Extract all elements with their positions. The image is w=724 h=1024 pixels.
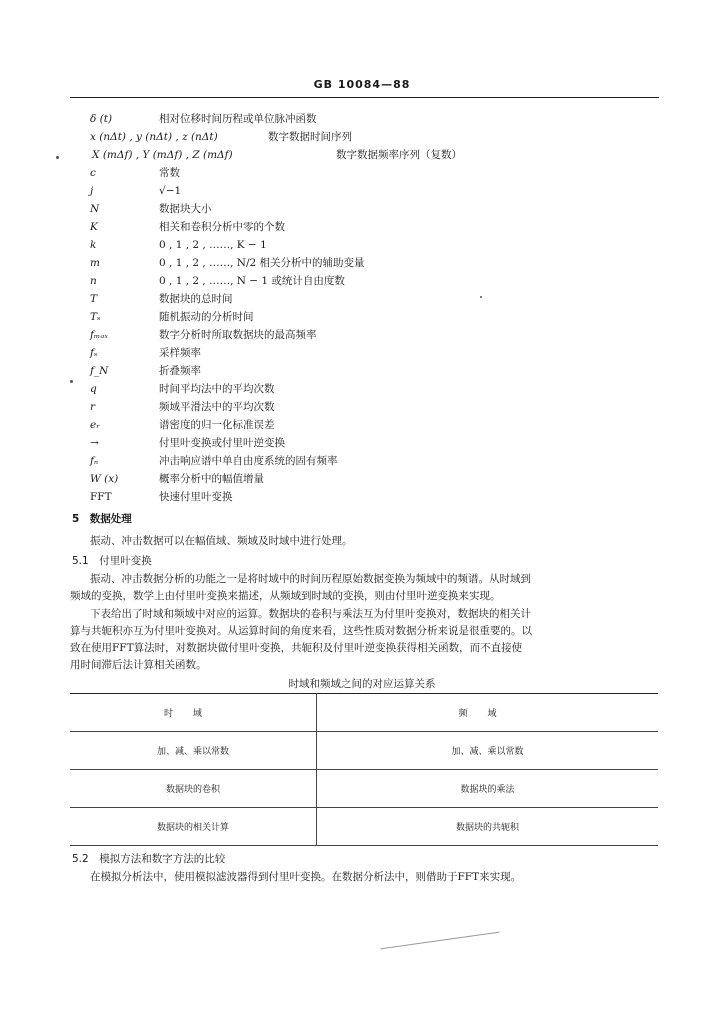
symbol-description: 付里叶变换或付里叶逆变换 bbox=[159, 437, 285, 449]
symbol: c bbox=[90, 167, 96, 179]
scan-speck bbox=[56, 156, 59, 159]
header-rule bbox=[70, 97, 659, 98]
symbol: eᵣ bbox=[90, 419, 100, 431]
table-cell: 数据块的共轭积 bbox=[455, 823, 519, 833]
symbol-row bbox=[0, 488, 724, 506]
symbol-row bbox=[0, 182, 724, 200]
symbol: k bbox=[90, 239, 97, 251]
paragraph: 振动、冲击数据可以在幅值域、频域及时域中进行处理。 bbox=[90, 535, 353, 547]
column-header-time-domain: 时域 bbox=[70, 694, 317, 732]
symbol-row bbox=[0, 200, 724, 218]
symbol: K bbox=[90, 221, 98, 233]
table-cell: 数据块的卷积 bbox=[70, 770, 317, 808]
symbol-row bbox=[0, 290, 724, 308]
paragraph-line: 下表给出了时域和频域中对应的运算。数据块的卷积与乘法互为付里叶变换对，数据块的相关计 bbox=[90, 608, 531, 620]
correspondence-table bbox=[70, 693, 658, 846]
symbol-row bbox=[0, 146, 724, 164]
symbol-row bbox=[0, 344, 724, 362]
symbol-description: 0 , 1 , 2 , ……, K − 1 bbox=[159, 239, 267, 251]
table-cell: 数据块的乘法 bbox=[460, 785, 515, 795]
symbol-row bbox=[0, 128, 724, 146]
arrow-icon: → bbox=[90, 437, 99, 449]
symbol: j bbox=[90, 185, 94, 197]
symbol: W (x) bbox=[90, 473, 119, 485]
paragraph-line: 振动、冲击数据分析的功能之一是将时域中的时间历程原始数据变换为频域中的频谱。从时域到 bbox=[90, 573, 531, 585]
symbol: r bbox=[90, 401, 96, 413]
symbol-description: √−1 bbox=[159, 185, 182, 197]
symbol-row bbox=[0, 398, 724, 416]
symbol-description: 相对位移时间历程或单位脉冲函数 bbox=[159, 113, 317, 125]
symbol: fₛ bbox=[90, 347, 98, 359]
symbol: Tₛ bbox=[90, 311, 101, 323]
table-cell: 数据块的相关计算 bbox=[70, 808, 317, 846]
symbol: x (nΔt) , y (nΔt) , z (nΔt) bbox=[90, 131, 218, 143]
symbol-description: 数据块的总时间 bbox=[159, 293, 233, 305]
symbol-row bbox=[0, 218, 724, 236]
symbol-description: 谱密度的归一化标准误差 bbox=[159, 419, 275, 431]
page-header: GB 10084—88 bbox=[313, 78, 411, 91]
symbol-description: 随机振动的分析时间 bbox=[159, 311, 254, 323]
symbol-description: 0 , 1 , 2 , ……, N − 1 或统计自由度数 bbox=[159, 275, 345, 287]
symbol-description: 数字数据频率序列（复数） bbox=[336, 149, 462, 161]
section-heading: 5 数据处理 bbox=[72, 513, 132, 525]
symbol-description: 0 , 1 , 2 , ……, N/2 相关分析中的辅助变量 bbox=[159, 257, 365, 269]
symbol-description: 快速付里叶变换 bbox=[159, 491, 233, 503]
symbol-description: 时间平均法中的平均次数 bbox=[159, 383, 275, 395]
table-cell: 加、减、乘以常数 bbox=[70, 732, 317, 770]
symbol-row bbox=[0, 452, 724, 470]
table-row bbox=[70, 732, 658, 770]
symbol-row bbox=[0, 308, 724, 326]
symbol: X (mΔf) , Y (mΔf) , Z (mΔf) bbox=[92, 149, 233, 161]
symbol-description: 频域平滑法中的平均次数 bbox=[159, 401, 275, 413]
symbol-description: 折叠频率 bbox=[159, 365, 201, 377]
table-title: 时域和频域之间的对应运算关系 bbox=[288, 678, 436, 690]
column-header-frequency-domain: 频域 bbox=[458, 709, 517, 719]
symbol-description: 数字数据时间序列 bbox=[268, 131, 352, 143]
symbol-row bbox=[0, 110, 724, 128]
symbol-row bbox=[0, 470, 724, 488]
symbol: n bbox=[90, 275, 97, 287]
symbol-description: 常数 bbox=[159, 167, 180, 179]
symbol-row bbox=[0, 236, 724, 254]
paragraph-line: 频域的变换，数学上由付里叶变换来描述，从频域到时域的变换，则由付里叶逆变换来实现。 bbox=[70, 590, 501, 602]
symbol-row bbox=[0, 164, 724, 182]
symbol-description: 数字分析时所取数据块的最高频率 bbox=[159, 329, 317, 341]
paragraph-line: 算与共轭积亦互为付里叶变换对。从运算时间的角度来看，这些性质对数据分析来说是很重要的。以 bbox=[70, 625, 532, 637]
paragraph: 在模拟分析法中，使用模拟滤波器得到付里叶变换。在数据分析法中，则借助于FFT来实现。 bbox=[90, 871, 522, 883]
table-row bbox=[70, 770, 658, 808]
symbol-description: 数据块大小 bbox=[159, 203, 212, 215]
scan-speck bbox=[480, 296, 482, 298]
symbol-row bbox=[0, 254, 724, 272]
symbol-description: 采样频率 bbox=[159, 347, 201, 359]
symbol: m bbox=[90, 257, 100, 269]
symbol-description: 冲击响应谱中单自由度系统的固有频率 bbox=[159, 455, 338, 467]
table-cell: 加、减、乘以常数 bbox=[451, 747, 524, 757]
symbol: T bbox=[90, 293, 98, 305]
symbol-row bbox=[0, 272, 724, 290]
section-heading: 5.1 付里叶变换 bbox=[72, 555, 152, 567]
symbol: N bbox=[90, 203, 100, 215]
paragraph-line: 用时间滞后法计算相关函数。 bbox=[70, 659, 207, 671]
symbol: δ (t) bbox=[90, 113, 113, 125]
symbol-row bbox=[0, 326, 724, 344]
symbol: FFT bbox=[90, 491, 112, 503]
symbol: fₘₐₓ bbox=[90, 329, 108, 341]
symbol-row bbox=[0, 416, 724, 434]
scan-speck bbox=[70, 380, 73, 383]
table-header-row bbox=[70, 694, 658, 732]
symbol-row bbox=[0, 434, 724, 452]
symbol-row bbox=[0, 380, 724, 398]
scan-streak bbox=[381, 932, 500, 950]
table-row bbox=[70, 808, 658, 846]
paragraph-line: 致在使用FFT算法时，对数据块做付里叶变换，共轭积及付里叶逆变换获得相关函数，而不直接使 bbox=[70, 642, 523, 654]
symbol: fₙ bbox=[90, 455, 99, 467]
section-heading: 5.2 模拟方法和数字方法的比较 bbox=[72, 853, 226, 865]
symbol-row bbox=[0, 362, 724, 380]
symbol-description: 相关和卷积分析中零的个数 bbox=[159, 221, 285, 233]
symbol-description: 概率分析中的幅值增量 bbox=[159, 473, 264, 485]
symbol: f_N bbox=[90, 365, 109, 377]
symbol: q bbox=[90, 383, 97, 395]
